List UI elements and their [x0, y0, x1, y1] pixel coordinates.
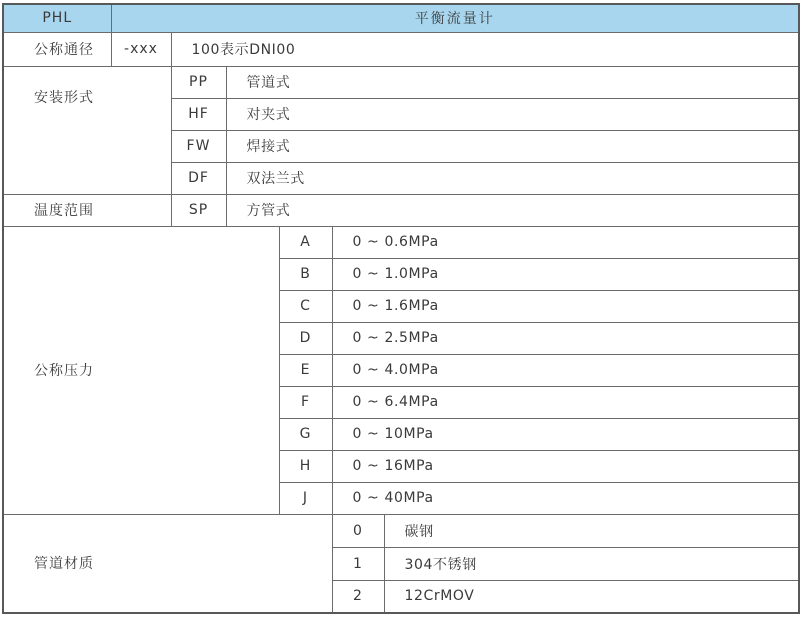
pressure-code-j: J — [279, 482, 332, 514]
material-row — [3, 514, 799, 547]
mounting-label: 安装形式 — [3, 66, 171, 194]
material-code-2: 2 — [332, 580, 384, 613]
pressure-code-d: D — [279, 322, 332, 354]
temperature-desc: 方管式 — [226, 194, 799, 226]
pressure-code-b: B — [279, 258, 332, 290]
pressure-code-a: A — [279, 226, 332, 258]
mounting-code-pp: PP — [171, 66, 226, 98]
diameter-row — [3, 32, 799, 66]
pressure-code-h: H — [279, 450, 332, 482]
mounting-code-df: DF — [171, 162, 226, 194]
mounting-desc-hf: 对夹式 — [226, 98, 799, 130]
material-desc-0: 碳钢 — [384, 514, 799, 547]
mounting-code-fw: FW — [171, 130, 226, 162]
product-selection-table — [2, 3, 800, 614]
pressure-desc-g: 0 ~ 10MPa — [332, 418, 799, 450]
pressure-desc-b: 0 ~ 1.0MPa — [332, 258, 799, 290]
diameter-label: 公称通径 — [3, 32, 111, 66]
pressure-row — [3, 226, 799, 258]
header-row — [3, 4, 799, 32]
mounting-desc-pp: 管道式 — [226, 66, 799, 98]
diameter-desc: 100表示DNI00 — [171, 32, 799, 66]
temperature-row — [3, 194, 799, 226]
temperature-label: 温度范围 — [3, 194, 171, 226]
pressure-code-g: G — [279, 418, 332, 450]
product-code-cell: PHL — [3, 4, 111, 32]
material-desc-1: 304不锈钢 — [384, 547, 799, 580]
pressure-desc-a: 0 ~ 0.6MPa — [332, 226, 799, 258]
mounting-code-hf: HF — [171, 98, 226, 130]
pressure-desc-f: 0 ~ 6.4MPa — [332, 386, 799, 418]
mounting-desc-fw: 焊接式 — [226, 130, 799, 162]
pressure-desc-e: 0 ~ 4.0MPa — [332, 354, 799, 386]
pressure-code-c: C — [279, 290, 332, 322]
pressure-desc-h: 0 ~ 16MPa — [332, 450, 799, 482]
material-label: 管道材质 — [3, 514, 332, 613]
mounting-desc-df: 双法兰式 — [226, 162, 799, 194]
diameter-code: -xxx — [111, 32, 171, 66]
pressure-desc-d: 0 ~ 2.5MPa — [332, 322, 799, 354]
material-code-0: 0 — [332, 514, 384, 547]
temperature-code: SP — [171, 194, 226, 226]
pressure-label: 公称压力 — [3, 226, 279, 514]
material-code-1: 1 — [332, 547, 384, 580]
pressure-desc-c: 0 ~ 1.6MPa — [332, 290, 799, 322]
mounting-row — [3, 66, 799, 98]
pressure-code-e: E — [279, 354, 332, 386]
product-title-cell: 平衡流量计 — [111, 4, 799, 32]
pressure-desc-j: 0 ~ 40MPa — [332, 482, 799, 514]
material-desc-2: 12CrMOV — [384, 580, 799, 613]
pressure-code-f: F — [279, 386, 332, 418]
